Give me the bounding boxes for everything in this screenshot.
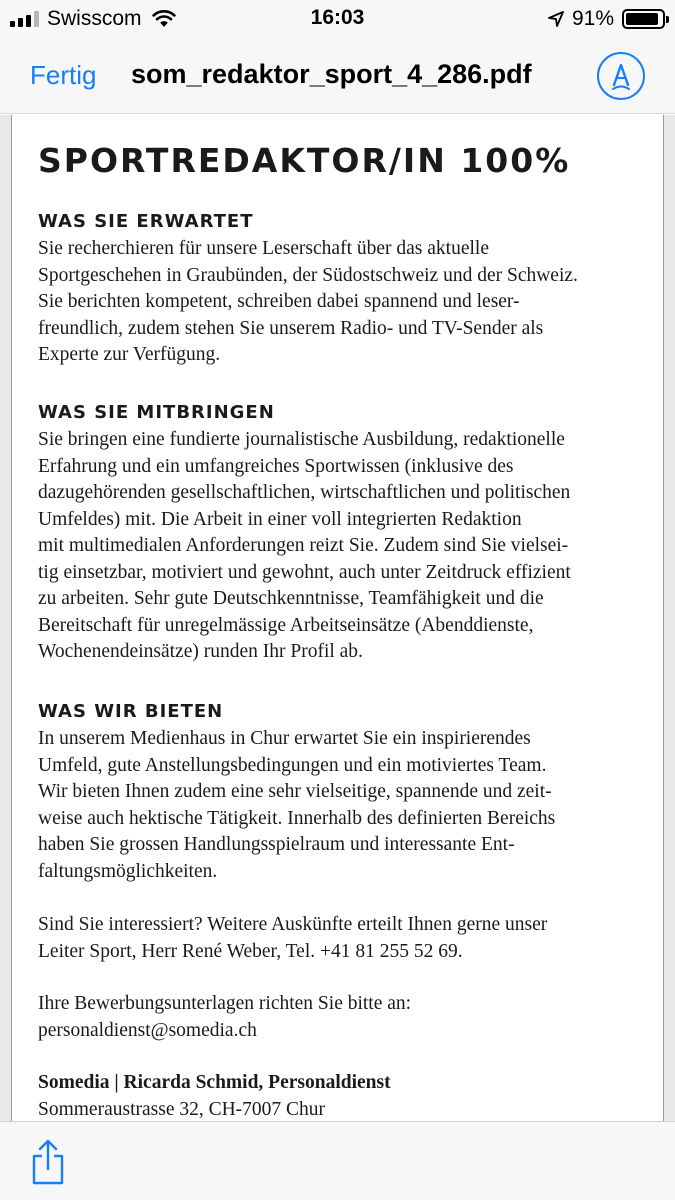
text-line: Wochenendeinsätze) runden Ihr Profil ab.: [38, 641, 363, 662]
text-line: zu arbeiten. Sehr gute Deutschkenntnisse, Teamfähigkeit und die: [38, 588, 544, 609]
section-body-requirements: [38, 427, 658, 666]
text-line: Sie berichten kompetent, schreiben dabei spannend und leser-: [38, 291, 520, 312]
text-line: Sind Sie interessiert? Weitere Auskünfte erteilt Ihnen gerne unser: [38, 914, 548, 935]
text-line: tig einsetzbar, motiviert und gewohnt, auch unter Zeitdruck effizient: [38, 561, 571, 583]
signature-line: Somedia | Ricarda Schmid, Personaldienst: [38, 1072, 391, 1093]
document-title: som_redaktor_sport_4_286.pdf: [131, 59, 532, 89]
signature-block: [38, 1070, 658, 1121]
bottom-toolbar: [0, 1121, 675, 1200]
section-heading-expectations: WAS SIE ERWARTET: [38, 211, 254, 232]
done-button[interactable]: Fertig: [30, 60, 97, 90]
text-line: Sportgeschehen in Graubünden, der Südostschweiz und der Schweiz.: [38, 264, 578, 286]
text-line: Erfahrung und ein umfangreiches Sportwissen (inklusive des: [38, 455, 514, 477]
text-line: Wir bieten Ihnen zudem eine sehr vielseitige, spannende und zeit-: [38, 781, 552, 802]
pdf-page: [11, 115, 664, 1121]
text-line: Leiter Sport, Herr René Weber, Tel. +41 81 255 52 69.: [38, 940, 463, 962]
text-line: dazugehörenden gesellschaftlichen, wirtschaftlichen und politischen: [38, 482, 571, 503]
text-line: Umfeld, gute Anstellungsbedingungen und ein motiviertes Team.: [38, 754, 547, 776]
battery-level: [626, 13, 658, 25]
nav-bar: [0, 38, 675, 114]
text-line: faltungsmöglichkeiten.: [38, 860, 218, 882]
text-line: haben Sie grossen Handlungsspielraum und interessante Ent-: [38, 834, 515, 855]
job-title-heading: SPORTREDAKTOR/IN 100%: [38, 141, 571, 180]
section-body-expectations: [38, 236, 658, 369]
text-line: Sie bringen eine fundierte journalistische Ausbildung, redaktionelle: [38, 429, 565, 450]
section-body-offer: [38, 726, 658, 885]
application-email: personaldienst@somedia.ch: [38, 1019, 257, 1041]
text-line: Ihre Bewerbungsunterlagen richten Sie bitte an:: [38, 993, 412, 1014]
text-line: weise auch hektische Tätigkeit. Innerhalb des definierten Bereichs: [38, 807, 556, 829]
status-bar: [0, 0, 675, 38]
markup-pen-icon: [599, 54, 643, 98]
contact-paragraph: [38, 912, 658, 965]
section-heading-offer: WAS WIR BIETEN: [38, 701, 224, 722]
status-right: [548, 6, 665, 32]
battery-percent: 91%: [571, 7, 614, 30]
application-paragraph: [38, 991, 658, 1044]
location-arrow-icon: [548, 11, 564, 27]
markup-button[interactable]: [597, 52, 645, 100]
text-line: Sie recherchieren für unsere Leserschaft über das aktuelle: [38, 238, 489, 259]
clock: 16:03: [310, 6, 365, 29]
pdf-viewer[interactable]: [0, 115, 675, 1121]
text-line: Umfeldes) mit. Die Arbeit in einer voll integrierten Redaktion: [38, 508, 522, 530]
share-button[interactable]: [30, 1138, 66, 1186]
text-line: Bereitschaft für unregelmässige Arbeitseinsätze (Abenddienste,: [38, 614, 534, 636]
text-line: mit multimedialen Anforderungen reizt Sie. Zudem sind Sie vielsei-: [38, 535, 569, 556]
text-line: Experte zur Verfügung.: [38, 344, 221, 365]
share-icon: [30, 1138, 66, 1186]
text-line: freundlich, zudem stehen Sie unserem Radio- und TV-Sender als: [38, 317, 544, 339]
section-heading-requirements: WAS SIE MITBRINGEN: [38, 402, 275, 423]
text-line: In unserem Medienhaus in Chur erwartet Sie ein inspirierendes: [38, 728, 531, 749]
carrier-name: Swisscom: [47, 7, 142, 30]
address-line: Sommeraustrasse 32, CH-7007 Chur: [38, 1098, 326, 1120]
battery-icon: [622, 9, 665, 29]
